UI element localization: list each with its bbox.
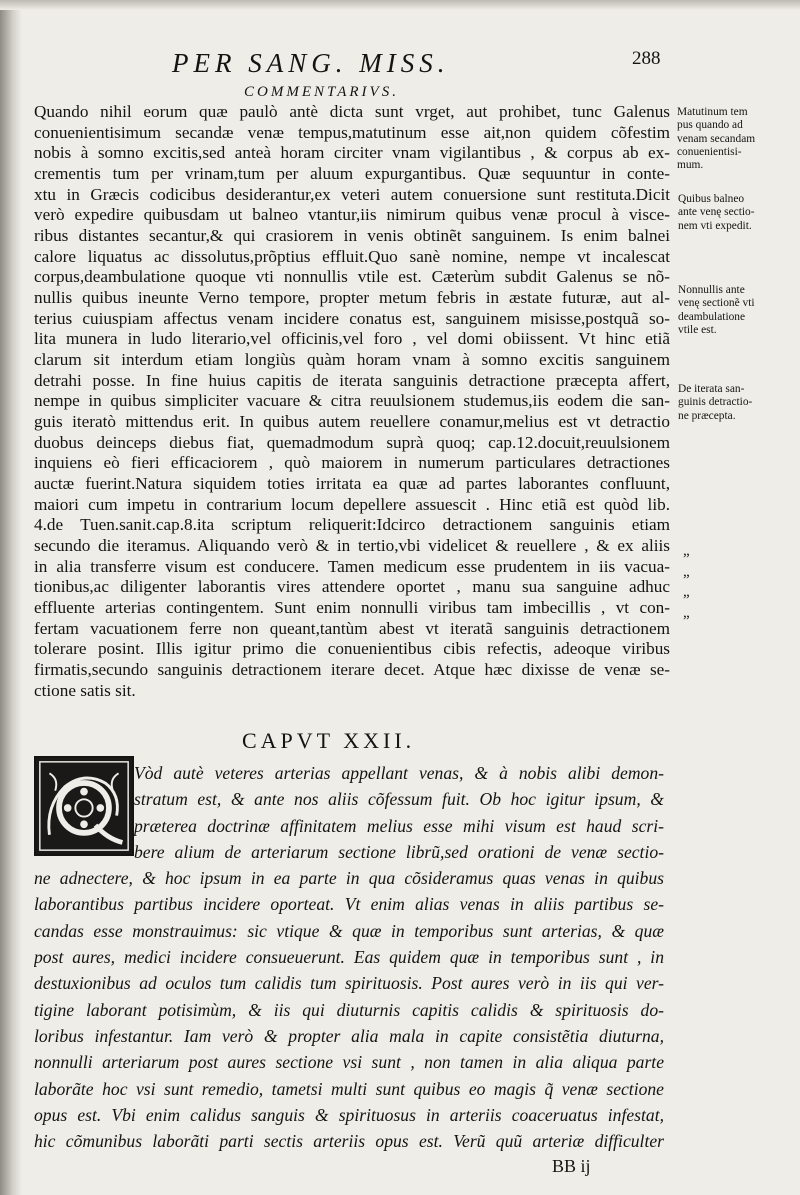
- text-line: Quando nihil eorum quæ paulò antè dicta sunt vrget, aut prohibet, tunc Galenus: [34, 102, 670, 121]
- chapter-line: stratum est, & ante nos aliis cõfessum fuit. Ob hoc igitur ipsum, &: [134, 789, 664, 810]
- margin-note-line: pus quando ad: [677, 119, 743, 132]
- text-line: firmatis,secundo sanguinis detractionem iterare decet. Atque hæc dixisse de venæ se-: [34, 660, 670, 680]
- margin-note-line: Matutinum tem: [677, 106, 748, 118]
- margin-note-line: vtile est.: [678, 323, 717, 336]
- text-line: xtu in Græcis codicibus desiderantur,ex veteri autem conuersione sunt restituta.Dicit: [34, 184, 670, 204]
- page-top-shadow: [0, 0, 800, 10]
- margin-note-line: Nonnullis ante: [678, 284, 745, 296]
- margin-note: [678, 383, 752, 423]
- chapter-line: post aures, medici incidere consueuerunt. Eas quidem quæ in temporibus sunt , in: [34, 947, 664, 968]
- text-line: nempe in quibus simpliciter vacuare & citra reuulsionem studemus,iis eodem die san-: [34, 391, 670, 411]
- chapter-line: nonnulli arteriarum post aures sectione vsi sunt , non tamen in alia aliqua parte: [34, 1052, 664, 1073]
- text-line: clarum sit interdum etiam longiùs quàm horam vnam à somno excitis sanguinem: [34, 350, 670, 370]
- text-line: duobus deinceps diebus fiat, quemadmodum suprà quoq; cap.12.docuit,reuulsionem: [34, 432, 670, 452]
- chapter-line: laborãte hoc vsi sunt remedio, tametsi multi sunt quibus eo magis q̃ venæ sectione: [34, 1078, 664, 1099]
- text-line: guis iteratò mittendus erit. In quibus autem reuellere conamur,melius est vt detractio: [34, 412, 670, 432]
- text-line: lita munera in ludo literario,vel officinis,vel foro , vel domi obiissent. Vt hinc etiã: [34, 329, 670, 349]
- quotation-marks: [683, 541, 690, 624]
- text-line: calore liquatus ac dissolutus,prõptius effluit.Quo sanè nomine, nempe vt incalescat: [34, 246, 670, 266]
- chapter-line: Vòd autè veteres arterias appellant venas, & à nobis alibi demon-: [134, 763, 664, 783]
- text-line: in alia transferre visum est conducere. Tamen medicum esse prudentem in iis vacua-: [34, 556, 670, 576]
- page-gutter-shadow: [0, 0, 22, 1195]
- text-line: maiori cum impetu in contrarium locum depellere assuescit . Hinc etiã est quòd lib.: [34, 494, 670, 514]
- folio-number: 288: [632, 48, 661, 69]
- margin-note-line: deambulatione: [678, 310, 746, 323]
- quote-mark: „: [683, 543, 690, 559]
- commentary-text: [34, 102, 670, 701]
- text-line: ribus distantes secantur,& qui crasiorem in venis obtinẽt sanguinem. Is enim balnei: [34, 226, 670, 246]
- chapter-title: CAPVT XXII.: [242, 728, 416, 753]
- text-line: ctione satis sit.: [34, 680, 136, 700]
- margin-note-line: ante venę sectio-: [678, 206, 755, 219]
- margin-note: [678, 284, 755, 337]
- chapter-line: ne adnectere, & hoc ipsum in ea parte in qua cõsideramus quas venas in quibus: [34, 868, 664, 889]
- margin-note: [677, 106, 755, 172]
- chapter-text: [34, 760, 664, 1154]
- text-line: detrahi posse. In fine huius capitis de iterata sanguinis detractione præcepta affert,: [34, 370, 670, 390]
- text-line: fertam vacuationem ferre non queant,tantùm abest vt iteratã sanguinis detractionem: [34, 618, 670, 638]
- text-line: verò expedire quibusdam ut balneo vtantur,iis nimirum quibus venæ procul à visce-: [34, 205, 670, 225]
- text-line: tolerare posint. Illis igitur primo die conuenientibus cibis refectis, adeoque viribus: [34, 639, 670, 659]
- margin-note-line: conuenientisi-: [677, 145, 742, 158]
- chapter-line: tigine laborant potisimùm, & iis qui diuturnis capitis calidis & spirituosis do-: [34, 999, 664, 1020]
- chapter-line: laborantibus partibus incidere oporteat. Vt enim alias venas in aliis partibus se-: [34, 894, 664, 915]
- text-line: tionibus,ac diligenter laborantis vires attendere oportet , manu sua sanguine adhuc: [34, 577, 670, 597]
- chapter-line: loribus infestantur. Iam verò & propter alia mala in capite consistẽtia diuturna,: [34, 1025, 664, 1046]
- margin-note-line: mum.: [677, 159, 704, 172]
- margin-note-line: De iterata san-: [678, 383, 745, 395]
- chapter-line: opus est. Vbi enim calidus sanguis & spirituosus in arteriis coaceruatus infestat,: [34, 1104, 664, 1125]
- text-line: nullis quibus ineunte Verno tempore, propter metum febris in æstate futuræ, aut al-: [34, 288, 670, 308]
- margin-note-line: venam secandam: [677, 132, 756, 145]
- margin-note-line: venę sectionẽ vti: [678, 297, 755, 310]
- text-line: corpus,deambulatione quoque vti nonnullis vtile est. Cæterùm subdit Galenus se nõ-: [34, 267, 670, 287]
- quote-mark: „: [683, 584, 690, 601]
- chapter-line: bere alium de arteriarum sectione librũ,sed orationi de venæ sectio-: [134, 841, 664, 862]
- margin-note-line: guinis detractio-: [678, 396, 753, 409]
- margin-note-line: ne præcepta.: [678, 409, 736, 422]
- text-line: conuenientisimum secandæ venæ tempus,matutinum esse ait,non quidem cõfestim: [34, 122, 670, 142]
- chapter-line: præterea doctrinæ affinitatem melius esse mihi visum est haud scri-: [134, 815, 664, 836]
- text-line: crementis tum per vrinam,tum per aluum expurgantibus. Quæ sequuntur in conte-: [34, 164, 670, 184]
- text-line: 4.de Tuen.sanit.cap.8.ita scriptum reliquerit:Idcirco detractionem sanguinis etiam: [34, 515, 670, 535]
- signature-mark: BB ij: [552, 1156, 591, 1176]
- commentary-heading: COMMENTARIVS.: [244, 84, 399, 100]
- text-line: effluente arterias contingentem. Sunt enim nonnulli viribus tam imbecillis , vt con-: [34, 598, 670, 618]
- running-head: PER SANG. MISS.: [172, 48, 450, 78]
- quote-mark: „: [683, 563, 690, 580]
- text-line: auctæ fuerint.Natura siquidem toties irritata ea quæ ad partes laborantes confluunt,: [34, 474, 670, 494]
- text-line: inquiens eò fieri efficaciorem , quò maiorem in numerum particulares detractiones: [34, 453, 670, 473]
- margin-note: [678, 193, 755, 233]
- margin-note-line: Quibus balneo: [678, 193, 745, 205]
- chapter-line: destuxionibus ad oculos tum calidis tum spirituosis. Post aures verò in iis qui ver-: [34, 973, 664, 994]
- text-line: nobis à somno excitis,sed anteà horam circiter vnam vigilantibus , & corpus ab ex-: [34, 143, 670, 163]
- text-line: secundo die iteramus. Aliquando verò & in tertio,vbi videlicet & reuellere , & ex aliis: [34, 536, 670, 556]
- chapter-line: hic cõmunibus laborãti parti sectis arteriis opus est. Verũ quũ arteriæ difficulter: [34, 1131, 664, 1152]
- chapter-line: candas esse monstrauimus: sic vtique & quæ in temporibus sunt arterias, & quæ: [34, 920, 664, 941]
- quote-mark: „: [683, 605, 690, 622]
- text-line: terius cuiuspiam affectus venam incidere conatus est, sanguinem misisse,postquã so-: [34, 308, 670, 328]
- margin-note-line: nem vti expedit.: [678, 219, 752, 232]
